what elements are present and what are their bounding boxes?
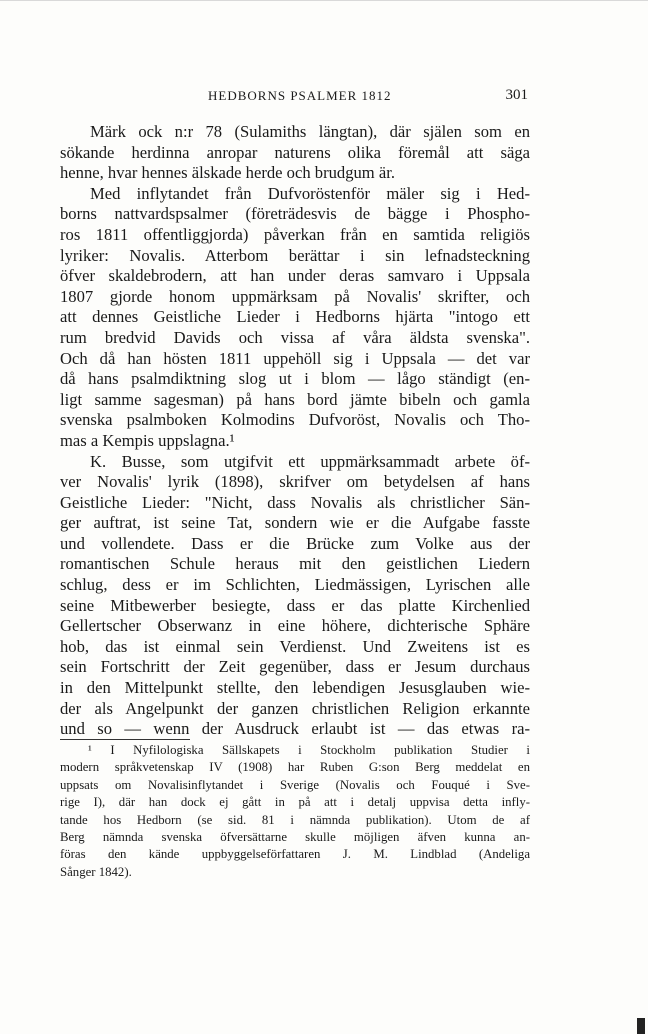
- running-title: HEDBORNS PSALMER 1812: [208, 88, 392, 103]
- text-line: hob, das ist einmal sein Verdienst. Und Zweitens ist es: [60, 636, 530, 656]
- text-line: då hans psalmdiktning slog ut i blom — lågo ständigt (en-: [60, 369, 530, 389]
- text-line: Märk ock n:r 78 (Sulamiths längtan), där själen som en: [90, 122, 530, 141]
- text-line: sein Fortschritt der Zeit gegenüber, dass er Jesum durchaus: [60, 657, 530, 677]
- footnote-divider: [60, 739, 190, 740]
- footnote-line: rige I), där han dock ej gått in på att i detalj uppvisa detta infly-: [60, 795, 530, 810]
- footnote-line: Sånger 1842).: [60, 864, 132, 879]
- footnote-line: föras den kände uppbyggelseförfattaren J. M. Lindblad (Andeliga: [60, 847, 530, 862]
- text-line: ros 1811 offentliggjorda) påverkan från en samtida religiös: [60, 224, 530, 244]
- footnote-line: Berg nämnda svenska öfversättarne skulle möjligen äfven kunna an-: [60, 829, 530, 844]
- footnote-line: modern språkvetenskap IV (1908) har Ruben G:son Berg meddelat en: [60, 760, 530, 775]
- text-line: in den Mittelpunkt stellte, den lebendigen Jesusglauben wie-: [60, 678, 530, 698]
- text-line: svenska psalmboken Kolmodins Dufvoröst, Novalis och Tho-: [60, 410, 530, 430]
- text-line: Med inflytandet från Dufvoröstenför mäler sig i Hed-: [90, 183, 530, 203]
- text-line: lyriker: Novalis. Atterbom berättar i sin lefnadsteckning: [60, 245, 530, 265]
- text-line: K. Busse, som utgifvit ett uppmärksammadt arbete öf-: [90, 451, 530, 471]
- footnote-line: ¹ I Nyfilologiska Sällskapets i Stockholm publikation Studier i: [88, 743, 530, 757]
- footnote: [60, 742, 530, 881]
- text-line: Och då han hösten 1811 uppehöll sig i Uppsala — det var: [60, 348, 530, 368]
- text-line: öfver skaldebrodern, att han under deras samvaro i Uppsala: [60, 266, 530, 286]
- footnote-line: uppsats om Novalisinflytandet i Sverige (Novalis och Fouqué i Sve-: [60, 777, 530, 792]
- text-line: Gellertscher Obserwanz in eine höhere, dichterische Sphäre: [60, 616, 530, 636]
- page-number: 301: [505, 87, 528, 103]
- footnote-line: tande hos Hedborn (se sid. 81 i nämnda publikation). Utom de af: [60, 812, 530, 827]
- text-line: und so — wenn der Ausdruck erlaubt ist — das etwas ra-: [60, 719, 530, 739]
- text-line: der als Angelpunkt der ganzen christlichen Religion erkannte: [60, 698, 530, 718]
- text-line: mas a Kempis uppslagna.¹: [60, 430, 235, 450]
- text-line: henne, hvar hennes älskade herde och brudgum är.: [60, 163, 395, 183]
- text-line: ver Novalis' lyrik (1898), skrifver om betydelsen af hans: [60, 472, 530, 492]
- page-edge: [0, 0, 648, 6]
- text-line: rum bredvid Davids och vissa af våra äldsta svenska".: [60, 327, 530, 347]
- text-line: ger auftrat, ist seine Tat, sondern wie er die Aufgabe fasste: [60, 513, 530, 533]
- text-line: ligt samme sagesman) på hans bord jämte bibeln och gamla: [60, 389, 530, 409]
- text-line: schlug, dess er im Schlichten, Liedmässigen, Lyrischen alle: [60, 575, 530, 595]
- text-line: att dennes Geistliche Lieder i Hedborns hjärta "intogo ett: [60, 307, 530, 327]
- text-line: sökande herdinna anropar naturens olika föremål att säga: [60, 142, 530, 162]
- text-line: und vollendete. Dass er die Brücke zum Volke aus der: [60, 533, 530, 553]
- scan-mark: [637, 1018, 645, 1034]
- text-line: romantischen Schule heraus mit den geistlichen Liedern: [60, 554, 530, 574]
- main-text: [60, 122, 530, 740]
- text-line: 1807 gjorde honom uppmärksam på Novalis' skrifter, och: [60, 286, 530, 306]
- text-line: borns nattvardspsalmer (företrädesvis de bägge i Phospho-: [60, 204, 530, 224]
- text-line: seine Mitbewerber besiegte, dass er das platte Kirchenlied: [60, 595, 530, 615]
- text-line: Geistliche Lieder: "Nicht, dass Novalis als christlicher Sän-: [60, 492, 530, 512]
- page-header: [60, 88, 528, 108]
